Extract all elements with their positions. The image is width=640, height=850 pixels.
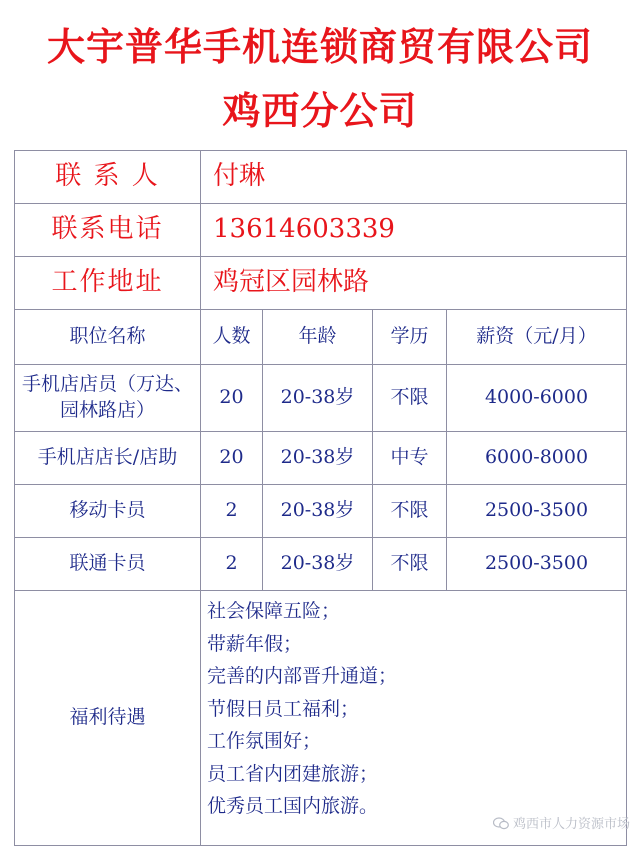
benefits-label: 福利待遇 xyxy=(15,591,201,846)
job-headcount: 20 xyxy=(201,432,263,485)
job-age: 20-38岁 xyxy=(263,485,373,538)
contact-phone-value: 13614603339 xyxy=(201,204,627,257)
contact-phone-label: 联系电话 xyxy=(15,204,201,257)
benefit-item: 社会保障五险； xyxy=(207,600,341,622)
benefit-item: 工作氛围好； xyxy=(207,730,322,752)
table-row xyxy=(15,485,627,538)
work-address-label: 工作地址 xyxy=(15,257,201,310)
table-row xyxy=(15,432,627,485)
job-position: 手机店店员（万达、园林路店） xyxy=(15,365,201,432)
contact-phone-row xyxy=(15,204,627,257)
recruitment-table xyxy=(14,150,627,846)
job-salary: 2500-3500 xyxy=(447,538,627,591)
job-age: 20-38岁 xyxy=(263,365,373,432)
header-age: 年龄 xyxy=(263,310,373,365)
table-row xyxy=(15,365,627,432)
work-address-row xyxy=(15,257,627,310)
benefit-item: 节假日员工福利； xyxy=(207,697,360,720)
job-age: 20-38岁 xyxy=(263,432,373,485)
benefits-list xyxy=(201,591,627,846)
job-position: 手机店店长/店助 xyxy=(15,432,201,485)
job-education: 中专 xyxy=(373,432,447,485)
job-salary: 6000-8000 xyxy=(447,432,627,485)
header-education: 学历 xyxy=(373,310,447,365)
work-address-value: 鸡冠区园林路 xyxy=(201,257,627,310)
contact-person-value: 付琳 xyxy=(201,151,627,204)
job-headcount: 2 xyxy=(201,538,263,591)
job-salary: 2500-3500 xyxy=(447,485,627,538)
contact-person-label: 联 系 人 xyxy=(15,151,201,204)
wechat-icon xyxy=(493,817,509,830)
benefit-item: 员工省内团建旅游； xyxy=(207,762,379,785)
job-education: 不限 xyxy=(373,538,447,591)
job-headcount: 2 xyxy=(201,485,263,538)
benefit-item: 优秀员工国内旅游。 xyxy=(207,795,379,817)
header-salary: 薪资（元/月） xyxy=(447,310,627,365)
job-position: 移动卡员 xyxy=(15,485,201,538)
branch-title: 鸡西分公司 xyxy=(222,89,418,133)
watermark-text: 鸡西市人力资源市场 xyxy=(512,817,630,832)
header-headcount: 人数 xyxy=(201,310,263,365)
contact-person-row xyxy=(15,151,627,204)
job-headcount: 20 xyxy=(201,365,263,432)
benefit-item: 完善的内部晋升通道； xyxy=(207,665,398,687)
watermark xyxy=(493,813,630,832)
job-education: 不限 xyxy=(373,365,447,432)
table-row xyxy=(15,538,627,591)
job-salary: 4000-6000 xyxy=(447,365,627,432)
company-title: 大宇普华手机连锁商贸有限公司 xyxy=(46,25,593,69)
header-position: 职位名称 xyxy=(15,310,201,365)
benefit-item: 带薪年假； xyxy=(207,632,303,655)
job-position: 联通卡员 xyxy=(15,538,201,591)
job-education: 不限 xyxy=(373,485,447,538)
job-age: 20-38岁 xyxy=(263,538,373,591)
table-header-row xyxy=(15,310,627,365)
benefits-row xyxy=(15,591,627,846)
